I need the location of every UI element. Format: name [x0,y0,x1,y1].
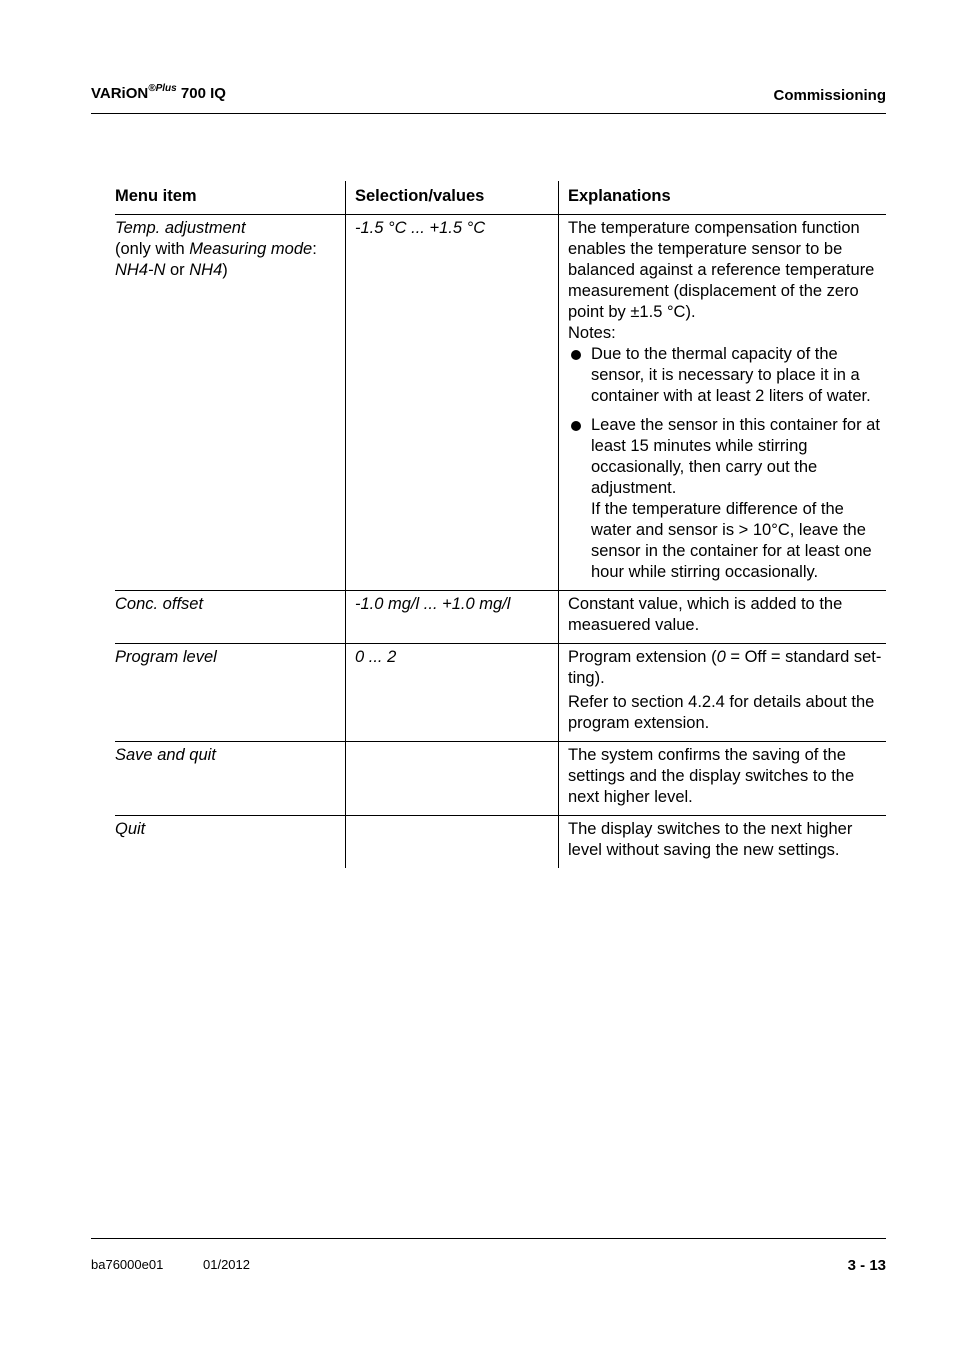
table-row [115,742,886,816]
menu-item-name: Temp. adjustment [115,219,246,237]
table-row [115,591,886,644]
condition-value-1: NH4-N [115,261,166,279]
selection-values-cell: 0 ... 2 [346,644,559,742]
page-footer [91,1238,886,1279]
explanation-cell: The system confirms the saving of the settings and the display switches to the next higher level. [559,742,887,816]
product-superscript: ®Plus [148,83,177,94]
menu-item-cell: Save and quit [115,742,346,816]
product-title [91,84,226,102]
product-name: VARiON [91,85,149,102]
menu-settings-table [115,181,886,868]
explanation-cell: The display switches to the next higher level without saving the new settings. [559,816,887,869]
table-row [115,215,886,591]
explanation-text [568,647,886,689]
column-header-selection-values: Selection/values [346,181,559,215]
explanation-reference: Refer to section 4.2.4 for details about the program extension. [568,693,875,732]
menu-item-condition [115,239,336,281]
condition-colon: : [312,240,317,258]
page-number: 3 - 13 [847,1257,886,1274]
document-code: ba76000e01 [91,1257,164,1272]
menu-item-cell [115,215,346,591]
explanation-cell [559,215,887,591]
selection-values-cell [346,816,559,869]
bullet-subtext: If the temperature difference of the water and sensor is > 10°C, leave the sensor in the container for at least one hour while stirring occasionally. [591,500,872,581]
condition-value-2: NH4 [189,261,223,279]
page-header [91,84,886,114]
table-row [115,816,886,869]
menu-item-cell: Program level [115,644,346,742]
product-model: 700 IQ [176,85,226,102]
bullet-text: Leave the sensor in this container for at least 15 minutes while stirring occasionally, then carry out the adjustment. [591,416,880,497]
explanation-value: 0 [716,648,726,666]
bullet-item: Due to the thermal capacity of the sensor, it is necessary to place it in a container with at least 2 liters of water. [568,344,886,407]
condition-mode: Measuring mode [189,240,313,258]
selection-values-cell [346,742,559,816]
document-date: 01/2012 [203,1257,250,1272]
explanation-part: = Off = standard set-ting). [568,648,882,687]
table-header-row [115,181,886,215]
column-header-menu-item: Menu item [115,181,346,215]
selection-values-cell: -1.5 °C ... +1.5 °C [346,215,559,591]
explanation-text: The temperature compensation function enables the temperature sensor to be balanced against a reference temperature measurement (displacement of the zero point by ±1.5 °C). [568,219,875,321]
explanation-cell: Constant value, which is added to the measuered value. [559,591,887,644]
bullet-item [568,415,886,583]
explanation-part: Program extension ( [568,648,717,666]
table-row [115,644,886,742]
selection-values-cell: -1.0 mg/l ... +1.0 mg/l [346,591,559,644]
condition-or: or [165,261,190,279]
notes-label: Notes: [568,324,616,342]
condition-close: ) [222,261,228,279]
column-header-explanations: Explanations [559,181,887,215]
condition-text: (only with [115,240,190,258]
section-title: Commissioning [773,87,886,104]
menu-item-cell: Conc. offset [115,591,346,644]
explanation-cell [559,644,887,742]
menu-item-cell: Quit [115,816,346,869]
